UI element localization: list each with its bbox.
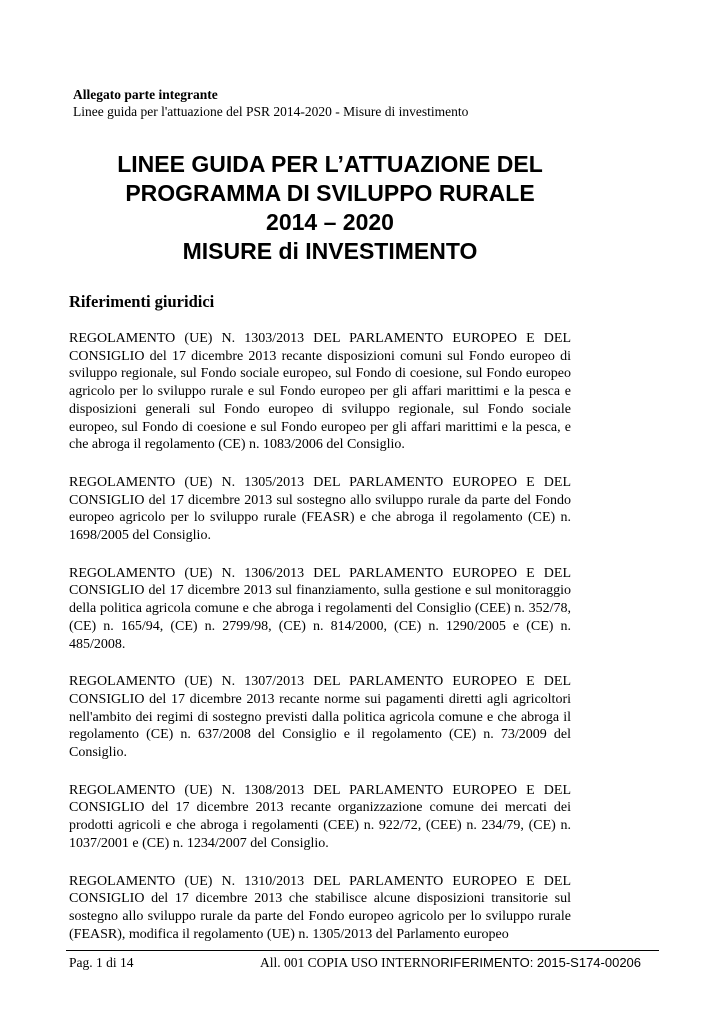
legal-references [69, 330, 571, 963]
copy-label: All. 001 COPIA USO INTERNO [260, 955, 441, 970]
title-line-3: 2014 – 2020 [266, 209, 394, 235]
page-number: Pag. 1 di 14 [69, 955, 134, 970]
document-title [60, 150, 600, 266]
attachment-label: Allegato parte integrante [73, 87, 218, 102]
regulation-paragraph: REGOLAMENTO (UE) N. 1308/2013 DEL PARLAMENTO EUROPEO E DEL CONSIGLIO del 17 dicembre 2013 recante organizzazione comune dei mercati dei prodotti agricoli e che abroga i regolamenti (CEE) n. 922/72, (CEE) n. 234/79, (CE) n. 1037/2001 e (CE) n. 1234/2007 del Consiglio. [69, 782, 571, 851]
title-line-2: PROGRAMMA DI SVILUPPO RURALE [125, 180, 535, 206]
regulation-paragraph: REGOLAMENTO (UE) N. 1303/2013 DEL PARLAMENTO EUROPEO E DEL CONSIGLIO del 17 dicembre 2013 recante disposizioni comuni sul Fondo europeo di sviluppo regionale, sul Fondo sociale europeo, sul Fondo di coesione, sul Fondo europeo agricolo per lo sviluppo rurale e sul Fondo europeo per gli affari marittimi e la pesca e disposizioni generali sul Fondo europeo di sviluppo regionale, sul Fondo sociale europeo, sul Fondo di coesione e sul Fondo europeo per gli affari marittimi e la pesca, e che abroga il regolamento (CE) n. 1083/2006 del Consiglio. [69, 331, 571, 453]
section-heading: Riferimenti giuridici [69, 292, 215, 311]
attachment-subtitle: Linee guida per l'attuazione del PSR 2014-2020 - Misure di investimento [73, 104, 469, 119]
regulation-paragraph: REGOLAMENTO (UE) N. 1306/2013 DEL PARLAMENTO EUROPEO E DEL CONSIGLIO del 17 dicembre 2013 sul finanziamento, sulla gestione e sul monitoraggio della politica agricola comune e che abroga i regolamenti del Consiglio (CEE) n. 352/78, (CE) n. 165/94, (CE) n. 2799/98, (CE) n. 814/2000, (CE) n. 1290/2005 e (CE) n. 485/2008. [69, 565, 571, 652]
footer-divider [66, 950, 659, 951]
regulation-paragraph: REGOLAMENTO (UE) N. 1305/2013 DEL PARLAMENTO EUROPEO E DEL CONSIGLIO del 17 dicembre 2013 sul sostegno allo sviluppo rurale da parte del Fondo europeo agricolo per lo sviluppo rurale (FEASR) e che abroga il regolamento (CE) n. 1698/2005 del Consiglio. [69, 474, 571, 544]
title-line-1: LINEE GUIDA PER L’ATTUAZIONE DEL [117, 151, 543, 177]
regulation-paragraph: REGOLAMENTO (UE) N. 1307/2013 DEL PARLAMENTO EUROPEO E DEL CONSIGLIO del 17 dicembre 2013 recante norme sui pagamenti diretti agli agricoltori nell'ambito dei regimi di sostegno previsti dalla politica agricola comune e che abroga il regolamento (CE) n. 637/2008 del Consiglio e il regolamento (CE) n. 73/2009 del Consiglio. [69, 674, 571, 761]
regulation-paragraph: REGOLAMENTO (UE) N. 1310/2013 DEL PARLAMENTO EUROPEO E DEL CONSIGLIO del 17 dicembre 2013 che stabilisce alcune disposizioni transitorie sul sostegno allo sviluppo rurale da parte del Fondo europeo agricolo per lo sviluppo rurale (FEASR), modifica il regolamento (UE) n. 1305/2013 del Parlamento europeo [69, 873, 571, 942]
footer-copy-info [260, 955, 641, 971]
attachment-header [73, 86, 468, 120]
title-line-4: MISURE di INVESTIMENTO [182, 238, 478, 264]
reference-number: RIFERIMENTO: 2015-S174-00206 [440, 955, 642, 970]
